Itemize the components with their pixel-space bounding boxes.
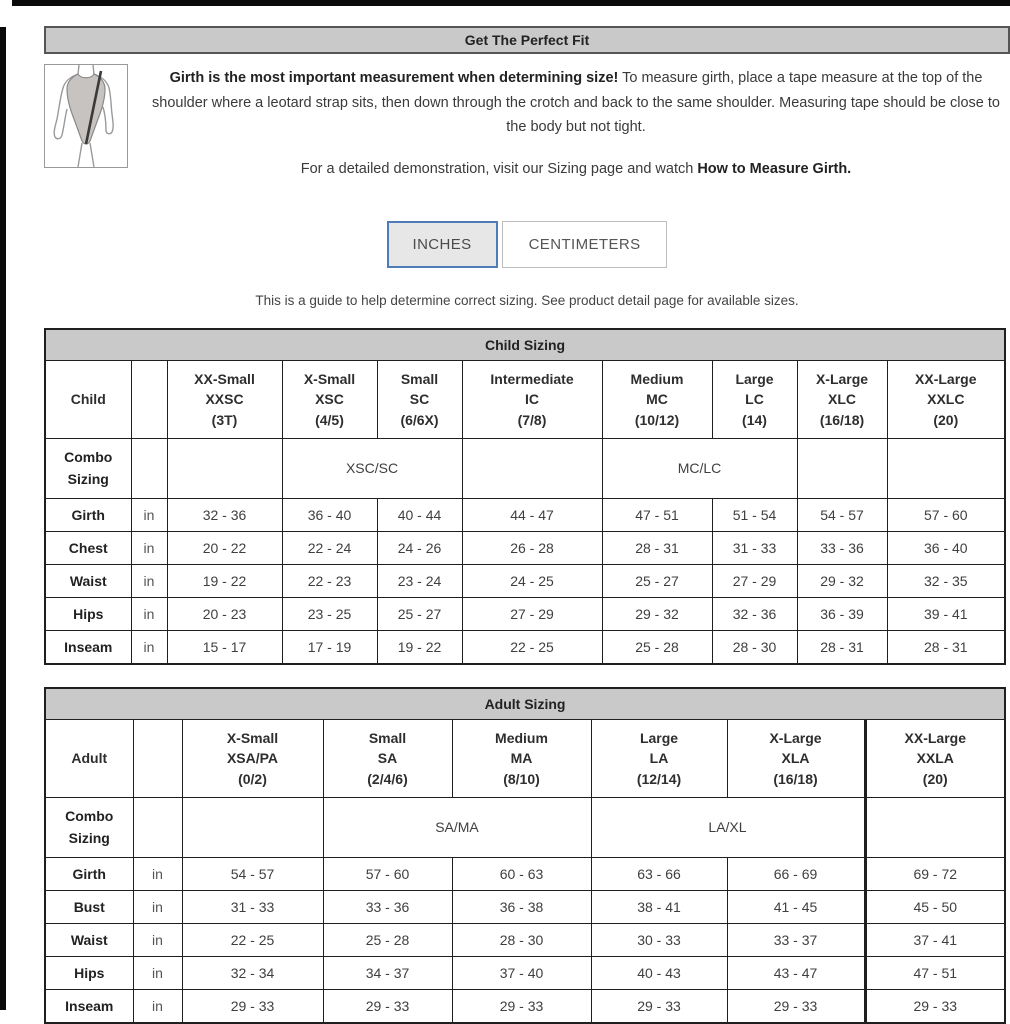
size-value-cell: 29 - 33	[182, 990, 323, 1024]
size-value-cell: 63 - 66	[591, 858, 727, 891]
inches-button[interactable]: INCHES	[387, 221, 498, 268]
size-value-cell: 30 - 33	[591, 924, 727, 957]
size-value-cell: 19 - 22	[167, 565, 282, 598]
size-value-cell: 29 - 33	[591, 990, 727, 1024]
unit-cell: in	[133, 924, 182, 957]
size-value-cell: 29 - 33	[727, 990, 865, 1024]
leotard-girth-diagram-icon	[44, 64, 128, 168]
unit-cell: in	[133, 891, 182, 924]
size-value-cell: 25 - 28	[602, 631, 712, 665]
row-group-label: Child	[45, 360, 131, 438]
size-value-cell: 33 - 36	[797, 532, 887, 565]
unit-cell: in	[133, 990, 182, 1024]
girth-instructions	[142, 66, 1010, 140]
unit-cell: in	[133, 957, 182, 990]
row-label: Inseam	[45, 631, 131, 665]
size-value-cell: 36 - 40	[282, 499, 377, 532]
size-value-cell: 15 - 17	[167, 631, 282, 665]
size-value-cell: 29 - 33	[323, 990, 452, 1024]
size-value-cell: 23 - 25	[282, 598, 377, 631]
combo-cell	[182, 798, 323, 858]
size-column-header: X-Small XSA/PA (0/2)	[182, 720, 323, 798]
size-value-cell: 25 - 28	[323, 924, 452, 957]
size-value-cell: 36 - 39	[797, 598, 887, 631]
size-value-cell: 32 - 36	[167, 499, 282, 532]
size-column-header: Small SA (2/4/6)	[323, 720, 452, 798]
guide-note: This is a guide to help determine correct sizing. See product detail page for available sizes.	[255, 292, 799, 308]
row-label: Chest	[45, 532, 131, 565]
size-value-cell: 34 - 37	[323, 957, 452, 990]
size-value-cell: 17 - 19	[282, 631, 377, 665]
size-value-cell: 40 - 43	[591, 957, 727, 990]
size-value-cell: 32 - 35	[887, 565, 1005, 598]
size-value-cell: 45 - 50	[865, 891, 1005, 924]
size-value-cell: 29 - 32	[797, 565, 887, 598]
screenshot-frame-left	[0, 27, 6, 1010]
row-label: Girth	[45, 858, 133, 891]
size-value-cell: 22 - 25	[182, 924, 323, 957]
demo-line-text: For a detailed demonstration, visit our Sizing page and watch	[300, 160, 698, 177]
combo-cell: SA/MA	[323, 798, 591, 858]
size-column-header: Intermediate IC (7/8)	[462, 360, 602, 438]
row-label: Hips	[45, 957, 133, 990]
size-value-cell: 40 - 44	[377, 499, 462, 532]
size-value-cell: 23 - 24	[377, 565, 462, 598]
size-value-cell: 57 - 60	[887, 499, 1005, 532]
size-value-cell: 29 - 33	[865, 990, 1005, 1024]
intro-text-column	[142, 64, 1010, 177]
unit-cell: in	[131, 598, 167, 631]
table-title: Adult Sizing	[45, 688, 1005, 720]
unit-cell	[133, 798, 182, 858]
combo-cell: LA/XL	[591, 798, 865, 858]
size-column-header: X-Large XLA (16/18)	[727, 720, 865, 798]
size-value-cell: 19 - 22	[377, 631, 462, 665]
unit-toggle	[44, 221, 1010, 268]
unit-cell: in	[131, 532, 167, 565]
row-label: Girth	[45, 499, 131, 532]
size-column-header: XX-Large XXLA (20)	[865, 720, 1005, 798]
size-value-cell: 28 - 31	[887, 631, 1005, 665]
combo-cell: XSC/SC	[282, 438, 462, 498]
size-column-header: Medium MC (10/12)	[602, 360, 712, 438]
unit-cell: in	[131, 499, 167, 532]
combo-cell	[167, 438, 282, 498]
size-value-cell: 39 - 41	[887, 598, 1005, 631]
size-value-cell: 33 - 37	[727, 924, 865, 957]
size-value-cell: 20 - 22	[167, 532, 282, 565]
size-value-cell: 24 - 25	[462, 565, 602, 598]
row-label: Waist	[45, 924, 133, 957]
size-value-cell: 31 - 33	[712, 532, 797, 565]
size-value-cell: 54 - 57	[797, 499, 887, 532]
size-column-header: Small SC (6/6X)	[377, 360, 462, 438]
size-value-cell: 37 - 40	[452, 957, 591, 990]
size-value-cell: 29 - 32	[602, 598, 712, 631]
table-title: Child Sizing	[45, 329, 1005, 361]
size-value-cell: 28 - 30	[452, 924, 591, 957]
size-column-header: X-Small XSC (4/5)	[282, 360, 377, 438]
unit-cell	[131, 438, 167, 498]
size-value-cell: 27 - 29	[462, 598, 602, 631]
size-value-cell: 25 - 27	[602, 565, 712, 598]
size-value-cell: 22 - 24	[282, 532, 377, 565]
size-value-cell: 47 - 51	[865, 957, 1005, 990]
size-value-cell: 22 - 23	[282, 565, 377, 598]
unit-column-header	[131, 360, 167, 438]
row-label: Bust	[45, 891, 133, 924]
size-value-cell: 36 - 38	[452, 891, 591, 924]
size-value-cell: 60 - 63	[452, 858, 591, 891]
row-label: Hips	[45, 598, 131, 631]
demo-line-bold: How to Measure Girth.	[697, 160, 852, 177]
size-value-cell: 66 - 69	[727, 858, 865, 891]
size-value-cell: 24 - 26	[377, 532, 462, 565]
demo-line	[142, 161, 1010, 177]
size-value-cell: 69 - 72	[865, 858, 1005, 891]
child-sizing-table	[44, 328, 1006, 665]
combo-sizing-label: Combo Sizing	[45, 438, 131, 498]
combo-cell: MC/LC	[602, 438, 797, 498]
combo-cell	[865, 798, 1005, 858]
combo-cell	[887, 438, 1005, 498]
centimeters-button[interactable]: CENTIMETERS	[502, 221, 668, 268]
size-value-cell: 32 - 34	[182, 957, 323, 990]
size-column-header: Medium MA (8/10)	[452, 720, 591, 798]
size-value-cell: 44 - 47	[462, 499, 602, 532]
size-value-cell: 32 - 36	[712, 598, 797, 631]
size-value-cell: 31 - 33	[182, 891, 323, 924]
size-value-cell: 38 - 41	[591, 891, 727, 924]
size-value-cell: 54 - 57	[182, 858, 323, 891]
row-group-label: Adult	[45, 720, 133, 798]
size-value-cell: 22 - 25	[462, 631, 602, 665]
combo-cell	[462, 438, 602, 498]
unit-cell: in	[131, 565, 167, 598]
row-label: Waist	[45, 565, 131, 598]
size-value-cell: 47 - 51	[602, 499, 712, 532]
sizing-page	[44, 26, 1010, 1024]
unit-column-header	[133, 720, 182, 798]
combo-sizing-label: Combo Sizing	[45, 798, 133, 858]
size-value-cell: 43 - 47	[727, 957, 865, 990]
size-value-cell: 36 - 40	[887, 532, 1005, 565]
size-value-cell: 29 - 33	[452, 990, 591, 1024]
screenshot-frame-top	[12, 0, 1010, 6]
size-value-cell: 28 - 31	[797, 631, 887, 665]
combo-cell	[797, 438, 887, 498]
unit-cell: in	[133, 858, 182, 891]
size-column-header: Large LA (12/14)	[591, 720, 727, 798]
size-column-header: X-Large XLC (16/18)	[797, 360, 887, 438]
size-value-cell: 57 - 60	[323, 858, 452, 891]
size-value-cell: 28 - 30	[712, 631, 797, 665]
size-value-cell: 26 - 28	[462, 532, 602, 565]
size-column-header: XX-Small XXSC (3T)	[167, 360, 282, 438]
size-value-cell: 37 - 41	[865, 924, 1005, 957]
size-column-header: XX-Large XXLC (20)	[887, 360, 1005, 438]
girth-instructions-body: To measure girth, place a tape measure at the top of the shoulder where a leotard strap sits, then down through the crotch and back to the same shoulder. Measuring tape should be close to the body but not tight.	[152, 70, 1000, 136]
row-label: Inseam	[45, 990, 133, 1024]
size-value-cell: 27 - 29	[712, 565, 797, 598]
page-title: Get The Perfect Fit	[44, 26, 1010, 54]
intro-section	[44, 64, 1010, 177]
size-value-cell: 41 - 45	[727, 891, 865, 924]
girth-instructions-bold: Girth is the most important measurement when determining size!	[169, 70, 619, 86]
size-value-cell: 25 - 27	[377, 598, 462, 631]
unit-cell: in	[131, 631, 167, 665]
size-value-cell: 33 - 36	[323, 891, 452, 924]
size-value-cell: 28 - 31	[602, 532, 712, 565]
adult-sizing-table	[44, 687, 1006, 1024]
size-column-header: Large LC (14)	[712, 360, 797, 438]
size-value-cell: 20 - 23	[167, 598, 282, 631]
size-value-cell: 51 - 54	[712, 499, 797, 532]
